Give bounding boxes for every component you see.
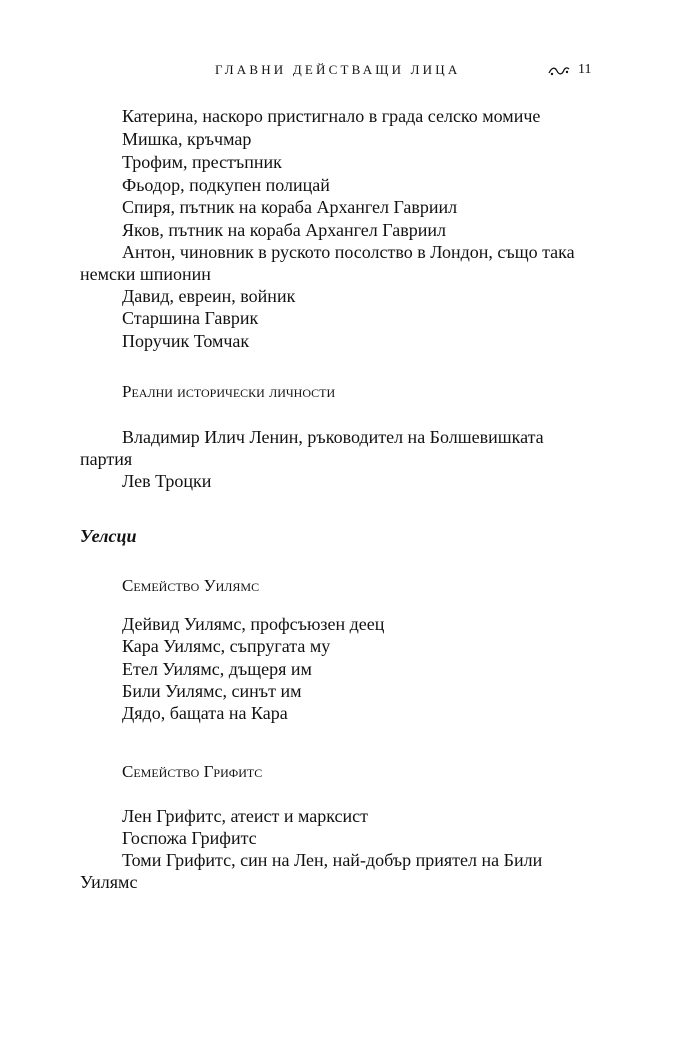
- page-number: 11: [578, 62, 592, 77]
- list-item: Дядо, бащата на Кара: [122, 703, 288, 723]
- griffiths-heading: Семейство Грифитс: [122, 762, 263, 781]
- list-item-continuation: партия: [80, 449, 133, 469]
- running-title: ГЛАВНИ ДЕЙСТВАЩИ ЛИЦА: [215, 62, 461, 77]
- list-item: Етел Уилямс, дъщеря им: [122, 659, 312, 679]
- list-item: Госпожа Грифитс: [122, 828, 257, 848]
- list-item: Фьодор, подкупен полицай: [122, 175, 330, 195]
- list-item: Поручик Томчак: [122, 331, 250, 351]
- list-item: Катерина, наскоро пристигнало в града селско момиче: [122, 106, 541, 126]
- list-item: Дейвид Уилямс, профсъюзен деец: [122, 614, 385, 634]
- list-item: Томи Грифитс, син на Лен, най-добър приятел на Били: [122, 850, 543, 870]
- list-item: Кара Уилямс, съпругата му: [122, 636, 331, 656]
- list-item: Мишка, кръчмар: [122, 129, 252, 149]
- ornament-icon: [548, 65, 570, 77]
- section-title: Уелсци: [80, 526, 137, 546]
- historical-heading: Реални исторически личности: [122, 382, 336, 401]
- williams-heading: Семейство Уилямс: [122, 576, 260, 595]
- list-item: Владимир Илич Ленин, ръководител на Болшевишката: [122, 427, 544, 447]
- list-item: Давид, евреин, войник: [122, 286, 296, 306]
- list-item: Старшина Гаврик: [122, 308, 259, 328]
- list-item: Спиря, пътник на кораба Архангел Гавриил: [122, 197, 458, 217]
- list-item: Антон, чиновник в руското посолство в Лондон, също така: [122, 242, 575, 262]
- list-item: Били Уилямс, синът им: [122, 681, 302, 701]
- list-item-continuation: Уилямс: [80, 872, 138, 892]
- list-item: Трофим, престъпник: [122, 152, 282, 172]
- list-item-continuation: немски шпионин: [80, 264, 211, 284]
- list-item: Лев Троцки: [122, 471, 212, 491]
- running-header: [0, 62, 700, 82]
- list-item: Яков, пътник на кораба Архангел Гавриил: [122, 220, 446, 240]
- list-item: Лен Грифитс, атеист и марксист: [122, 806, 369, 826]
